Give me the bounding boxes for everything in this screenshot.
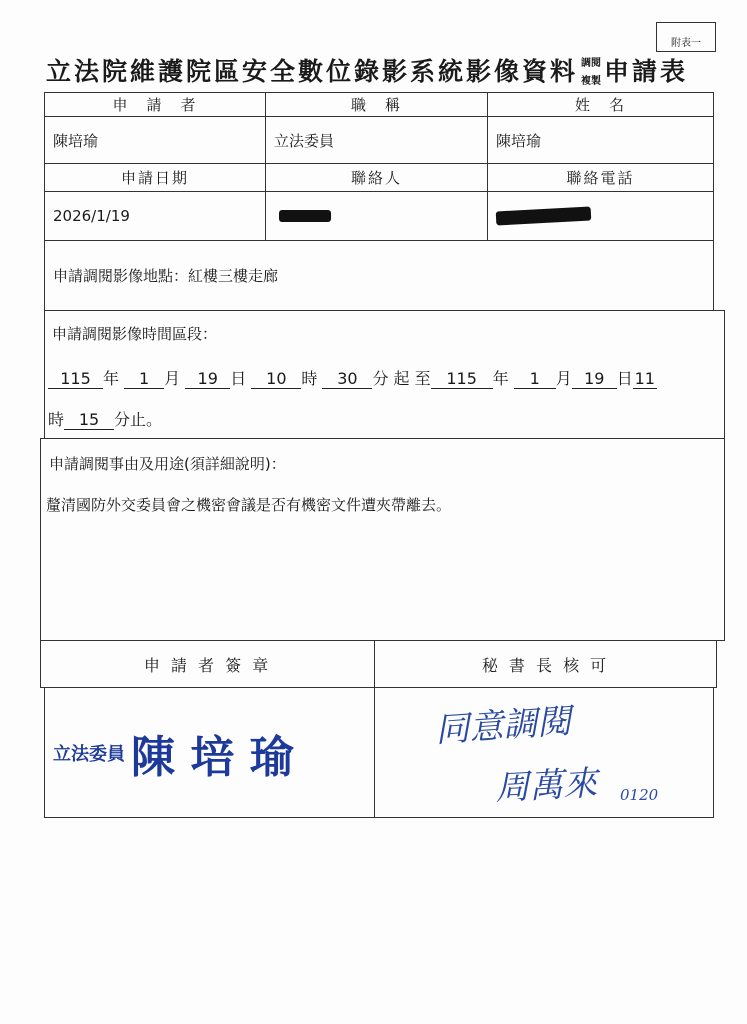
- applicant-seal-cell: [44, 687, 375, 818]
- header-applicant: 申 請 者: [44, 92, 266, 117]
- form-title: [46, 52, 688, 91]
- unit-hour: 時: [48, 410, 65, 429]
- name-value: 陳培瑜: [487, 116, 714, 164]
- from-hour: 10: [251, 369, 301, 389]
- title-value: 立法委員: [265, 116, 488, 164]
- to-month: 1: [514, 369, 556, 389]
- contact-cell: [265, 191, 488, 241]
- location-row: [44, 240, 714, 311]
- time-end-line: [48, 407, 162, 430]
- header-date: 申請日期: [44, 163, 266, 192]
- from-month: 1: [124, 369, 164, 389]
- from-day: 19: [185, 369, 230, 389]
- redacted-contact: [279, 210, 331, 222]
- unit-minute: 分: [372, 369, 389, 388]
- reason-row: [40, 438, 725, 641]
- time-label: 申請調閱影像時間區段：: [52, 325, 218, 343]
- phone-cell: [487, 191, 714, 241]
- header-applicant-seal: 申 請 者 簽 章: [40, 640, 375, 688]
- unit-month: 月: [164, 369, 181, 388]
- title-options: [581, 55, 601, 91]
- unit-year: 年: [103, 369, 120, 388]
- reason-value: 釐清國防外交委員會之機密會議是否有機密文件遭夾帶離去。: [46, 496, 452, 514]
- reason-label: 申請調閱事由及用途(須詳細說明)：: [49, 455, 286, 473]
- unit-day: 日: [230, 369, 247, 388]
- from-to: 起 至: [393, 369, 431, 388]
- approval-signature: 周萬來: [494, 763, 599, 809]
- unit-month: 月: [555, 369, 572, 388]
- unit-year: 年: [492, 369, 509, 388]
- unit-end: 分止。: [114, 410, 163, 429]
- option-copy: 複製: [581, 76, 602, 87]
- to-minute: 15: [64, 410, 114, 430]
- approval-cell: [374, 687, 714, 818]
- unit-day: 日: [616, 369, 633, 388]
- to-day: 19: [572, 369, 617, 389]
- attachment-label: 附表一: [656, 22, 716, 52]
- header-secretary-approval: 秘 書 長 核 可: [374, 640, 717, 688]
- location-label: 申請調閱影像地點：: [53, 267, 189, 285]
- location-value: 紅樓三樓走廊: [188, 267, 279, 285]
- header-phone: 聯絡電話: [487, 163, 714, 192]
- redacted-phone: [496, 207, 592, 226]
- stamp-name: 陳 培 瑜: [131, 731, 294, 783]
- stamp-title: 立法委員: [53, 743, 125, 765]
- to-hour: 11: [634, 369, 655, 388]
- title-main: 立法院維護院區安全數位錄影系統影像資料: [46, 57, 579, 86]
- from-minute: 30: [322, 369, 372, 389]
- header-name: 姓 名: [487, 92, 714, 117]
- to-year: 115: [431, 369, 493, 389]
- header-title: 職 稱: [265, 92, 488, 117]
- option-view: 調閱: [581, 58, 602, 69]
- time-row: [44, 310, 725, 439]
- unit-hour: 時: [301, 369, 318, 388]
- approval-text: 同意調閱: [434, 701, 573, 751]
- from-year: 115: [48, 369, 103, 389]
- title-suffix: 申請表: [604, 57, 689, 86]
- header-contact: 聯絡人: [265, 163, 488, 192]
- applicant-value: 陳培瑜: [44, 116, 266, 164]
- time-range-line: [48, 366, 657, 389]
- approval-date: 0120: [620, 786, 659, 804]
- date-value: 2026/1/19: [44, 191, 266, 241]
